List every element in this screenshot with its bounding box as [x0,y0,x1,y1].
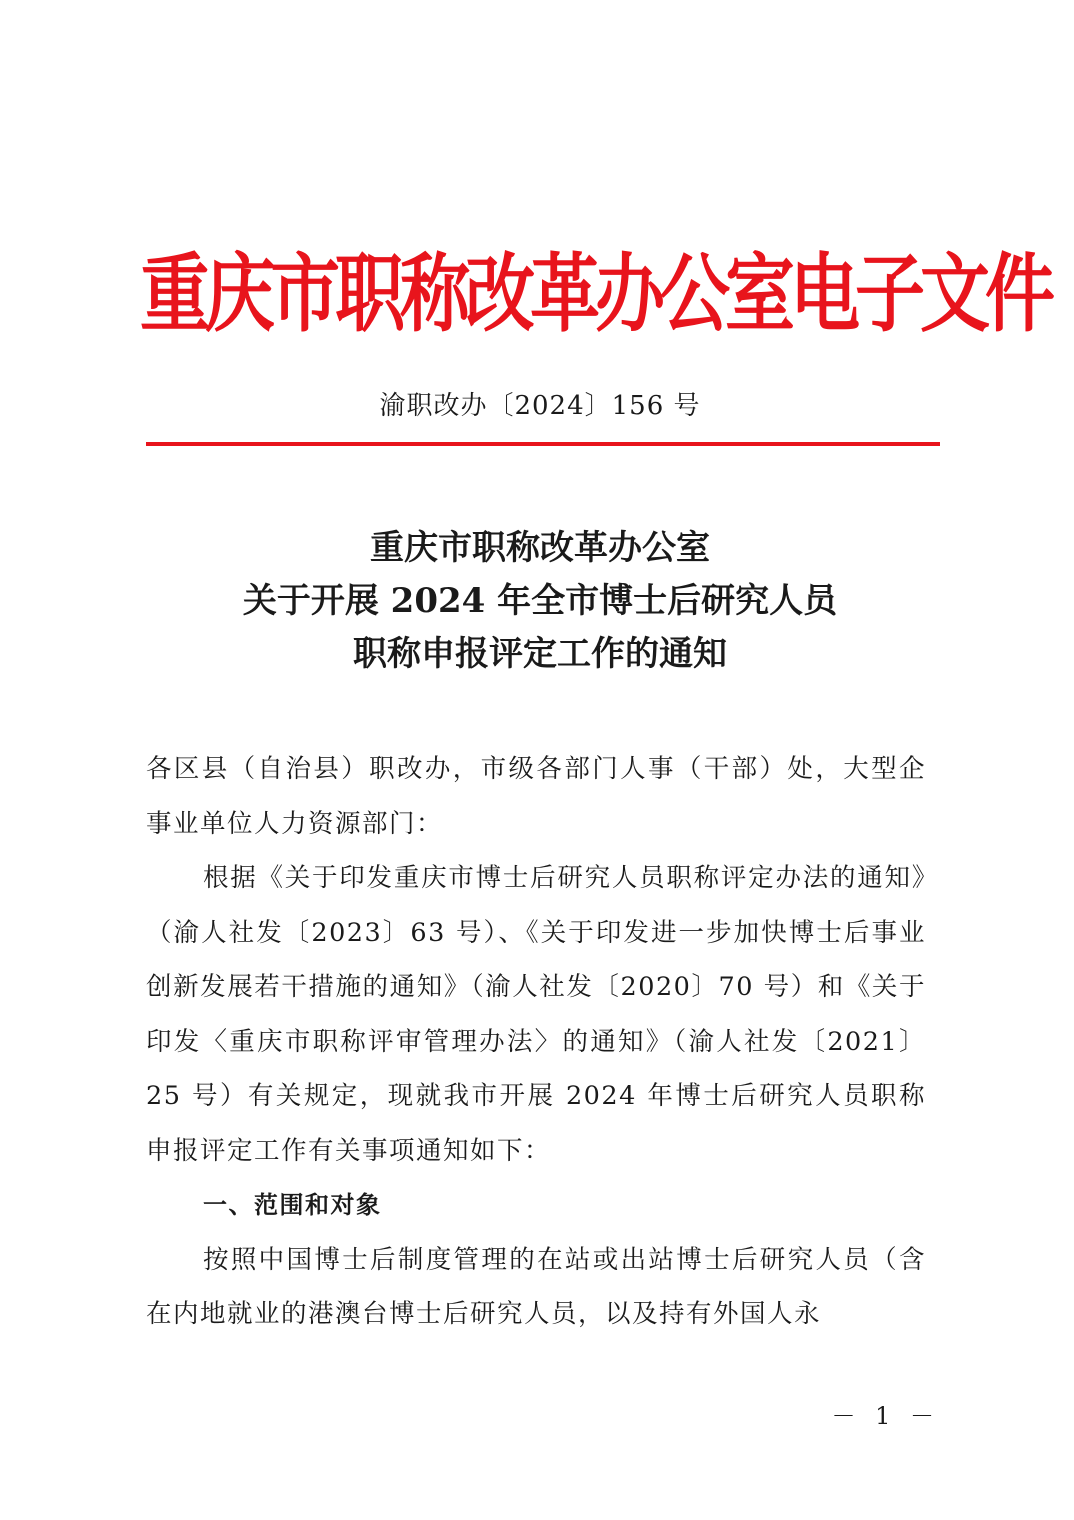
document-number: 渝职改办〔2024〕156 号 [379,391,701,421]
page-number: － 1 － [831,1402,940,1430]
title-line-2: 关于开展 2024 年全市博士后研究人员 [242,581,838,621]
notice-title [140,522,940,681]
title-line-3: 职称申报评定工作的通知 [353,634,727,674]
basis-paragraph: 根据《关于印发重庆市博士后研究人员职称评定办法的通知》（渝人社发〔2023〕63 号）、《关于印发进一步加快博士后事业创新发展若干措施的通知》（渝人社发〔2020〕70 号）和《关于印发〈重庆市职称评审管理办法〉的通知》（渝人社发〔2021〕25 号）有关规定，现就我市开展 2024 年博士后研究人员职称申报评定工作有关事项通知如下： [146,863,926,1166]
notice-body [146,742,926,1342]
addressee-paragraph: 各区县（自治县）职改办，市级各部门人事（干部）处，大型企事业单位人力资源部门： [146,754,926,839]
red-divider-line [146,442,940,446]
scope-paragraph: 按照中国博士后制度管理的在站或出站博士后研究人员（含在内地就业的港澳台博士后研究人员，以及持有外国人永 [146,1244,926,1329]
title-line-1: 重庆市职称改革办公室 [370,528,710,568]
masthead-title: 重庆市职称改革办公室电子文件 [140,243,1050,345]
section-heading-scope: 一、范围和对象 [203,1191,382,1219]
